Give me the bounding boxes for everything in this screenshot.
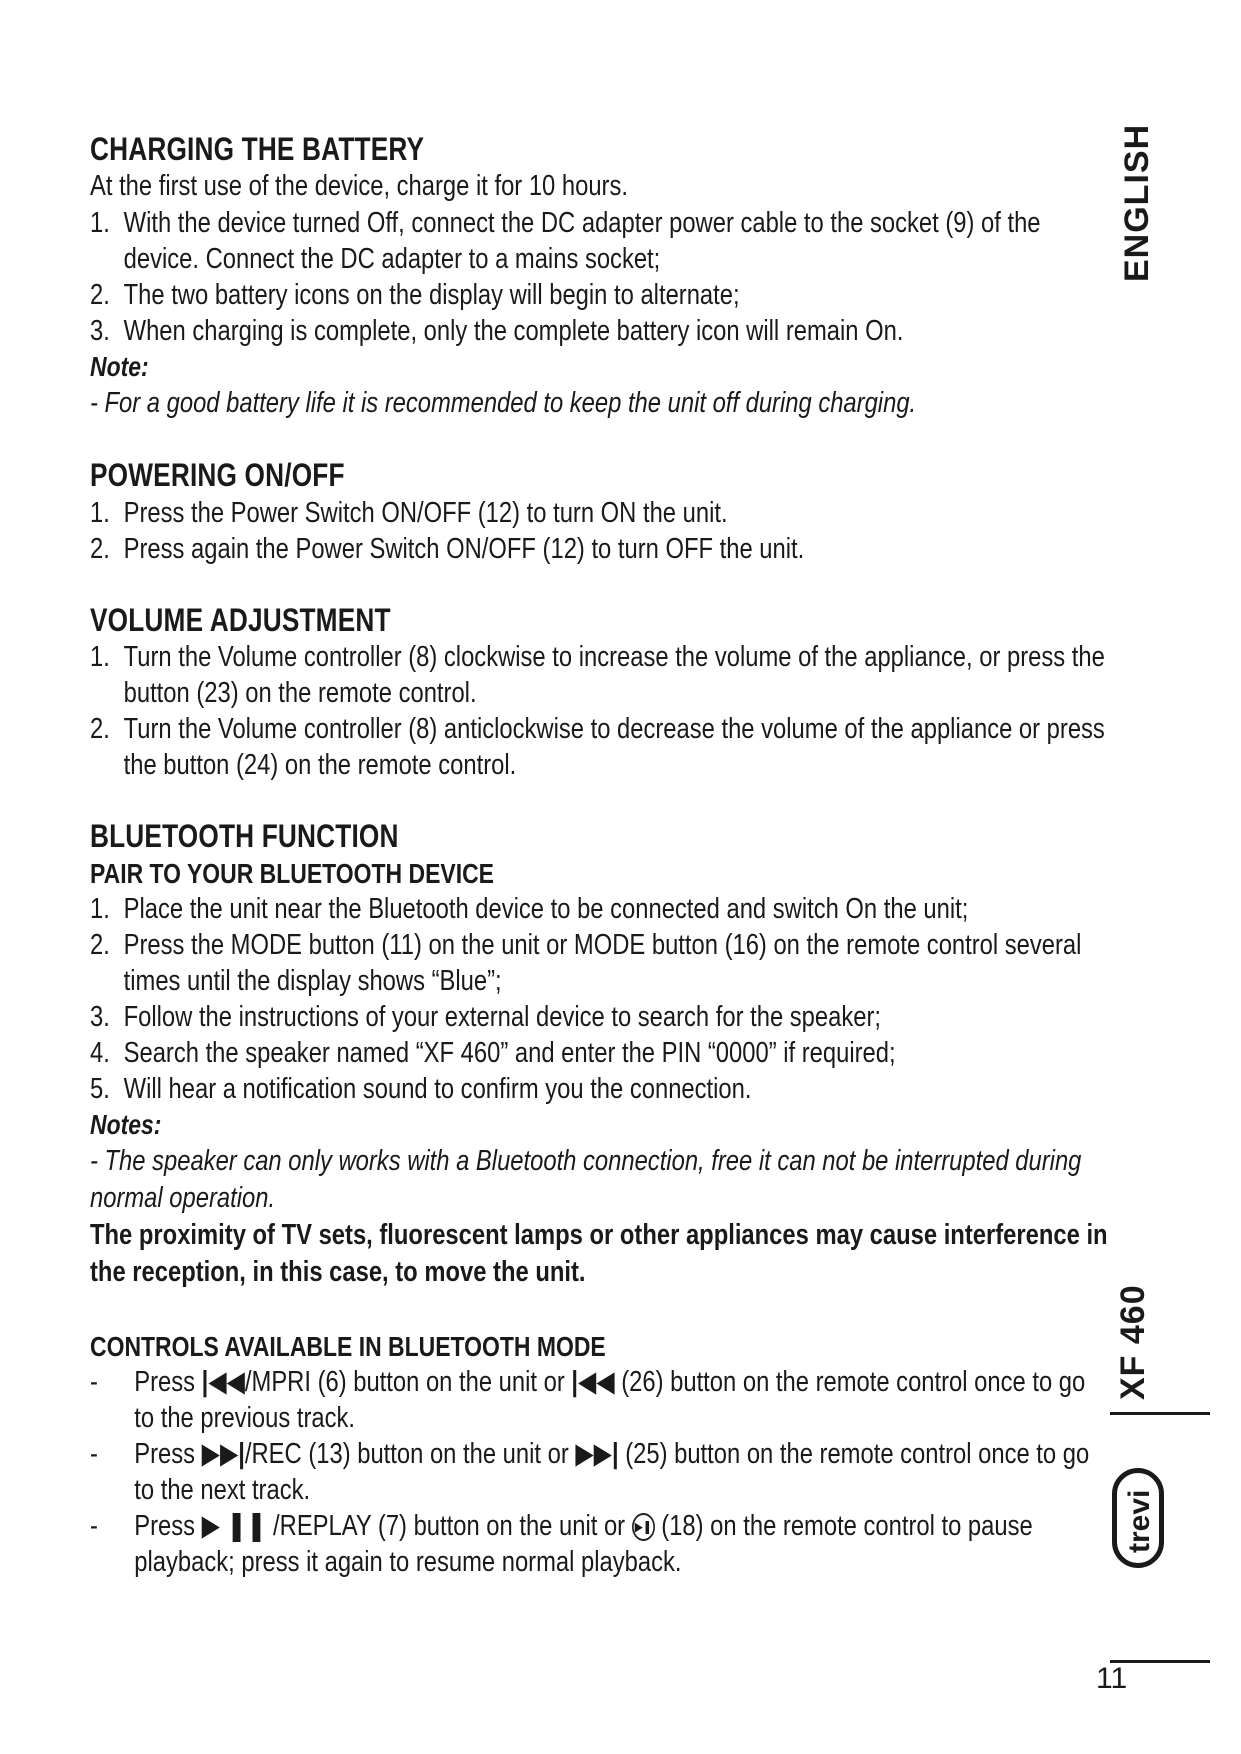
next-icon: ▶▶| xyxy=(575,1437,619,1470)
list-item: 1. Press the Power Switch ON/OFF (12) to turn ON the unit. xyxy=(90,496,728,529)
interference-warning: The proximity of TV sets, fluorescent lamps or other appliances may cause interference in the reception, in this case, to move the unit. xyxy=(90,1218,1108,1288)
controls-list xyxy=(90,1364,1110,1580)
charging-note-label: Note: xyxy=(90,351,149,383)
list-item: 2. Turn the Volume controller (8) anticlockwise to decrease the volume of the appliance or press the button (24) on the remote control. xyxy=(90,713,1105,782)
language-label: ENGLISH xyxy=(1118,123,1156,282)
list-item: 3. When charging is complete, only the complete battery icon will remain On. xyxy=(90,315,904,348)
powering-section xyxy=(90,456,1110,566)
list-item: 3. Follow the instructions of your external device to search for the speaker; xyxy=(90,1000,881,1033)
list-item: 4. Search the speaker named “XF 460” and enter the PIN “0000” if required; xyxy=(90,1036,896,1069)
powering-steps xyxy=(90,495,1110,567)
list-item: - Press |◀◀/MPRI (6) button on the unit or |◀◀ (26) button on the remote control once to go to the previous track. xyxy=(90,1365,1086,1434)
charging-intro: At the first use of the device, charge it for 10 hours. xyxy=(90,170,628,203)
volume-section xyxy=(90,601,1110,783)
list-item: 1. Place the unit near the Bluetooth device to be connected and switch On the unit; xyxy=(90,892,969,925)
page-number: 11 xyxy=(1096,1662,1128,1695)
model-label: XF 460 xyxy=(1114,1284,1152,1400)
volume-title: VOLUME ADJUSTMENT xyxy=(90,601,391,638)
page-content xyxy=(90,130,1108,1580)
language-tab xyxy=(1112,123,1172,300)
list-item: 5. Will hear a notification sound to confirm you the connection. xyxy=(90,1072,752,1105)
trevi-logo: trevi xyxy=(1112,1468,1164,1568)
list-item: 2. Press again the Power Switch ON/OFF (12) to turn OFF the unit. xyxy=(90,532,805,565)
powering-title: POWERING ON/OFF xyxy=(90,457,345,494)
list-item: 1. With the device turned Off, connect the DC adapter power cable to the socket (9) of the device. Connect the DC adapter to a mains socket; xyxy=(90,207,1041,276)
list-item: 1. Turn the Volume controller (8) clockwise to increase the volume of the appliance, or press the button (23) on the remote control. xyxy=(90,641,1105,710)
manual-page xyxy=(90,130,1110,1580)
charging-title: CHARGING THE BATTERY xyxy=(90,131,425,167)
charging-note-text: - For a good battery life it is recommended to keep the unit off during charging. xyxy=(90,387,917,420)
list-item: 2. Press the MODE button (11) on the unit or MODE button (16) on the remote control several times until the display shows “Blue”; xyxy=(90,928,1082,997)
bluetooth-notes-label: Notes: xyxy=(90,1108,162,1140)
controls-title: CONTROLS AVAILABLE IN BLUETOOTH MODE xyxy=(90,1330,606,1362)
bluetooth-section xyxy=(90,817,1110,1579)
remote-play-pause-icon: ▶❚ xyxy=(632,1513,655,1541)
pair-title: PAIR TO YOUR BLUETOOTH DEVICE xyxy=(90,857,494,889)
list-item: - Press ▶▶|/REC (13) button on the unit or ▶▶| (25) button on the remote control once to go to the next track. xyxy=(90,1437,1090,1506)
side-divider xyxy=(1110,1412,1210,1415)
pair-steps xyxy=(90,891,1110,1107)
charging-steps xyxy=(90,205,1110,349)
next-icon: ▶▶| xyxy=(201,1437,245,1470)
charging-section xyxy=(90,130,1110,422)
bluetooth-title: BLUETOOTH FUNCTION xyxy=(90,818,399,855)
play-pause-icon: ▶ ❚❚ xyxy=(201,1509,267,1542)
volume-steps xyxy=(90,639,1110,783)
bluetooth-notes-text: - The speaker can only works with a Bluetooth connection, free it can not be interrupted during normal operation. xyxy=(90,1144,1082,1214)
list-item: - Press ▶ ❚❚ /REPLAY (7) button on the unit or ▶❚ (18) on the remote control to pause playback; press it again to resume normal playback. xyxy=(90,1509,1033,1578)
list-item: 2. The two battery icons on the display will begin to alternate; xyxy=(90,279,740,312)
previous-icon: |◀◀ xyxy=(201,1365,245,1398)
previous-icon: |◀◀ xyxy=(571,1365,615,1398)
